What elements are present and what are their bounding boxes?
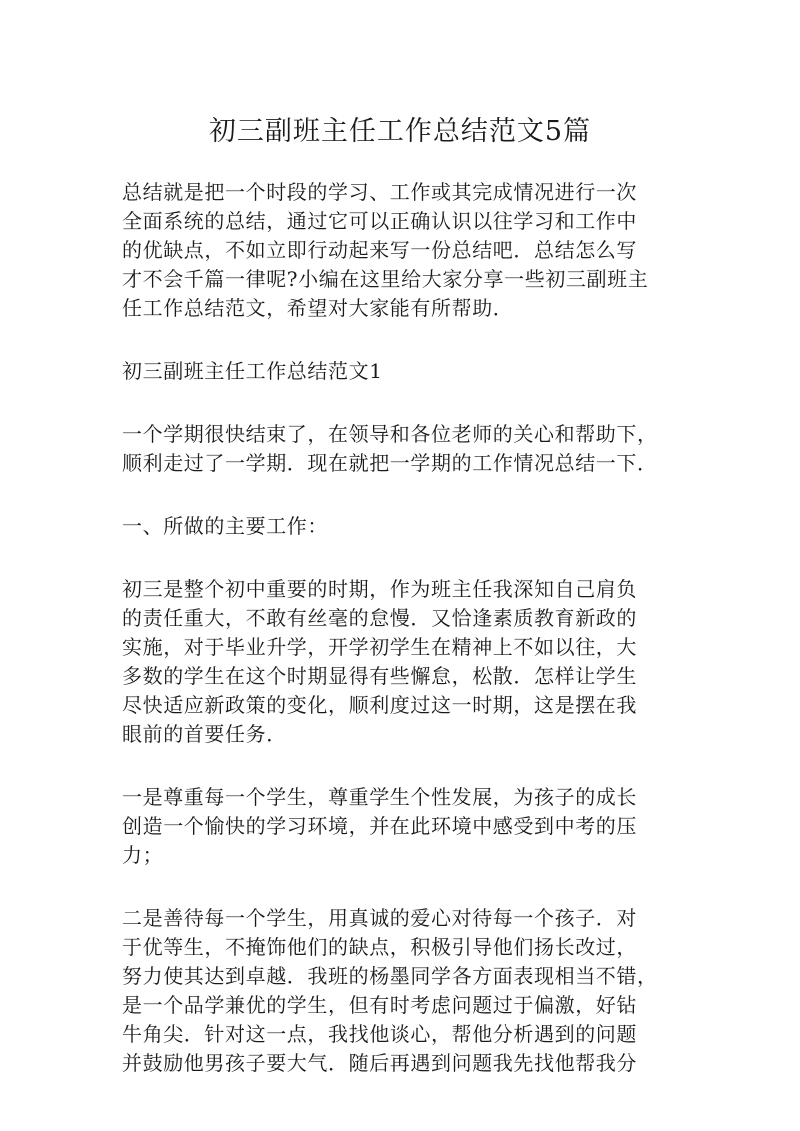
document-title: 初三副班主任工作总结范文5篇 [208, 116, 592, 147]
body-paragraph: 二是善待每一个学生，用真诚的爱心对待每一个孩子．对 于优等生，不掩饰他们的缺点，积极引导他们扬长改过， 努力使其达到卓越．我班的杨墨同学各方面表现相当不错， 是一个品学兼优的学生，但有时考虑问题过于偏激，好钻 牛角尖．针对这一点，我找他谈心，帮他分析遇到的问题 并鼓励他男孩子要大气．随后再遇到问题我先找他帮我分 [122, 906, 658, 1075]
intro-paragraph: 总结就是把一个时段的学习、工作或其完成情况进行一次 全面系统的总结，通过它可以正确认识以往学习和工作中 的优缺点，不如立即行动起来写一份总结吧．总结怎么写 才不会千篇一律呢?小编在这里给大家分享一些初三副班主 任工作总结范文，希望对大家能有所帮助． [122, 180, 649, 320]
subsection-heading: 一、所做的主要工作： [122, 514, 328, 538]
document-body [122, 178, 678, 1112]
body-paragraph: 一是尊重每一个学生，尊重学生个性发展，为孩子的成长 创造一个愉快的学习环境，并在此环境中感受到中考的压 力； [122, 785, 637, 867]
body-paragraph: 一个学期很快结束了，在领导和各位老师的关心和帮助下， 顺利走过了一学期．现在就把一学期的工作情况总结一下． [122, 422, 658, 475]
section-heading: 初三副班主任工作总结范文1 [122, 359, 383, 383]
body-paragraph: 初三是整个初中重要的时期，作为班主任我深知自己肩负 的责任重大，不敢有丝毫的怠慢．又恰逢素质教育新政的 实施，对于毕业升学，开学初学生在精神上不如以往，大 多数的学生在这个时期显得有些懈怠，松散．怎样让学生 尽快适应新政策的变化，顺利度过这一时期，这是摆在我 眼前的首要任务． [122, 577, 637, 746]
